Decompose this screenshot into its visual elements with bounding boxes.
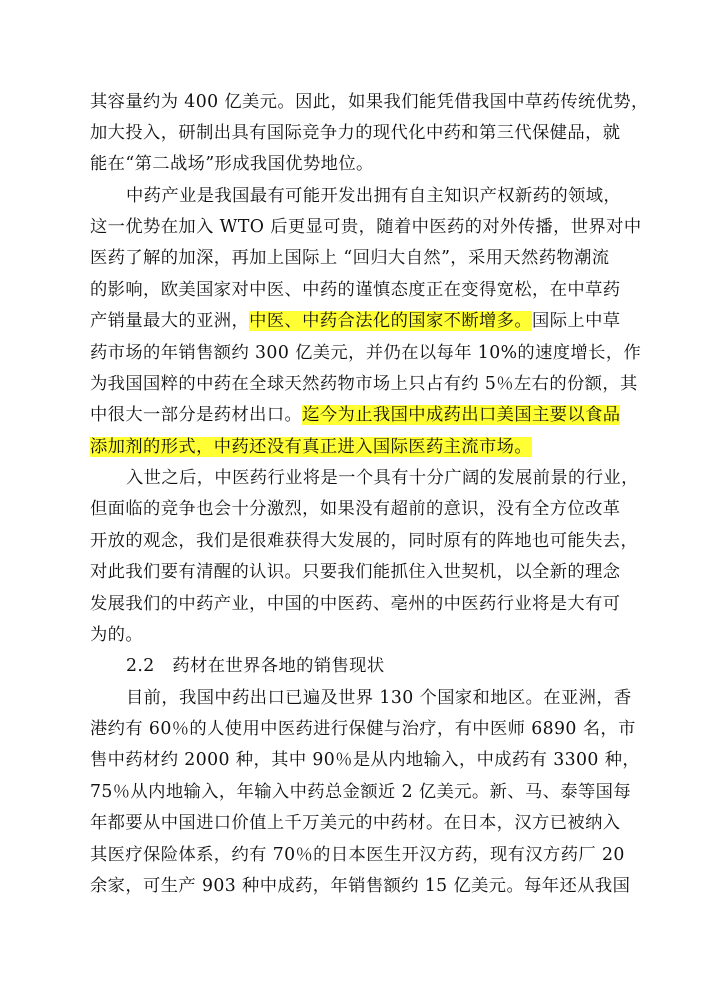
text-line <box>90 874 630 898</box>
text-line <box>126 686 632 710</box>
text-line <box>90 497 620 521</box>
text-line <box>126 654 385 678</box>
text-segment: 港约有 60％的人使用中医药进行保健与治疗，有中医师 6890 名，市 <box>90 719 636 739</box>
text-segment: 这一优势在加入 WTO 后更显可贵，随着中医药的对外传播，世界对中 <box>90 217 642 237</box>
text-line <box>90 843 625 867</box>
text-segment: 产销量最大的亚洲， <box>90 311 250 331</box>
text-line <box>90 278 620 302</box>
text-line <box>126 466 639 490</box>
text-line <box>90 811 620 835</box>
text-segment: 中很大一部分是药材出口。 <box>90 405 303 425</box>
text-line <box>90 152 374 176</box>
text-segment: 但面临的竞争也会十分激烈，如果没有超前的意识，没有全方位改革 <box>90 499 621 519</box>
text-segment: 目前，我国中药出口已遍及世界 130 个国家和地区。在亚洲，香 <box>126 688 632 708</box>
text-segment: 入世之后，中医药行业将是一个具有十分广阔的发展前景的行业， <box>126 468 639 488</box>
highlighted-text: 添加剂的形式，中药还没有真正进入国际医药主流市场。 <box>90 437 533 457</box>
text-line <box>90 592 620 616</box>
text-line <box>90 403 620 427</box>
text-line <box>90 372 638 396</box>
text-segment: 中药产业是我国最有可能开发出拥有自主知识产权新药的领域， <box>126 186 622 206</box>
text-segment: 国际上中草 <box>532 311 621 331</box>
text-segment: 为的。 <box>90 625 144 645</box>
text-segment: 开放的观念，我们是很难获得大发展的，同时原有的阵地也可能失去， <box>90 531 639 551</box>
text-line <box>90 560 620 584</box>
text-segment: 医药了解的加深，再加上国际上 “回归大自然”，采用天然药物潮流 <box>90 248 610 268</box>
highlighted-text: 迄今为止我国中成药出口美国主要以食品 <box>302 405 621 425</box>
text-line <box>90 246 609 270</box>
text-line <box>90 215 642 239</box>
text-segment: 为我国国粹的中药在全球天然药物市场上只占有约 5％左右的份额，其 <box>90 374 638 394</box>
text-line <box>90 121 620 145</box>
text-segment: 售中药材约 2000 种，其中 90％是从内地输入，中成药有 3300 种， <box>90 750 641 770</box>
text-line <box>90 309 620 333</box>
text-segment: 年都要从中国进口价值上千万美元的中药材。在日本，汉方已被纳入 <box>90 813 621 833</box>
text-line <box>90 529 638 553</box>
text-line <box>90 90 649 114</box>
text-line <box>90 623 143 647</box>
text-segment: 的影响，欧美国家对中医、中药的谨慎态度正在变得宽松，在中草药 <box>90 280 621 300</box>
text-segment: 75％从内地输入，年输入中药总金额近 2 亿美元。新、马、泰等国每 <box>90 782 632 802</box>
text-segment: 药市场的年销售额约 300 亿美元，并仍在以每年 10%的速度增长，作 <box>90 343 642 363</box>
text-segment: 2.2 药材在世界各地的销售现状 <box>126 656 385 676</box>
text-segment: 余家，可生产 903 种中成药，年销售额约 15 亿美元。每年还从我国 <box>90 876 631 896</box>
text-segment: 发展我们的中药产业，中国的中医药、亳州的中医药行业将是大有可 <box>90 594 621 614</box>
text-line <box>90 780 631 804</box>
text-line <box>90 748 640 772</box>
text-line <box>90 341 641 365</box>
text-line <box>126 184 621 208</box>
text-segment: 其医疗保险体系，约有 70％的日本医生开汉方药，现有汉方药厂 20 <box>90 845 625 865</box>
text-segment: 其容量约为 400 亿美元。因此，如果我们能凭借我国中草药传统优势， <box>90 92 649 112</box>
text-line <box>90 717 636 741</box>
highlighted-text: 中医、中药合法化的国家不断增多。 <box>249 311 533 331</box>
text-line <box>90 435 532 459</box>
text-segment: 对此我们要有清醒的认识。只要我们能抓住入世契机，以全新的理念 <box>90 562 621 582</box>
text-segment: 能在“第二战场”形成我国优势地位。 <box>90 154 374 174</box>
text-segment: 加大投入，研制出具有国际竞争力的现代化中药和第三代保健品，就 <box>90 123 621 143</box>
